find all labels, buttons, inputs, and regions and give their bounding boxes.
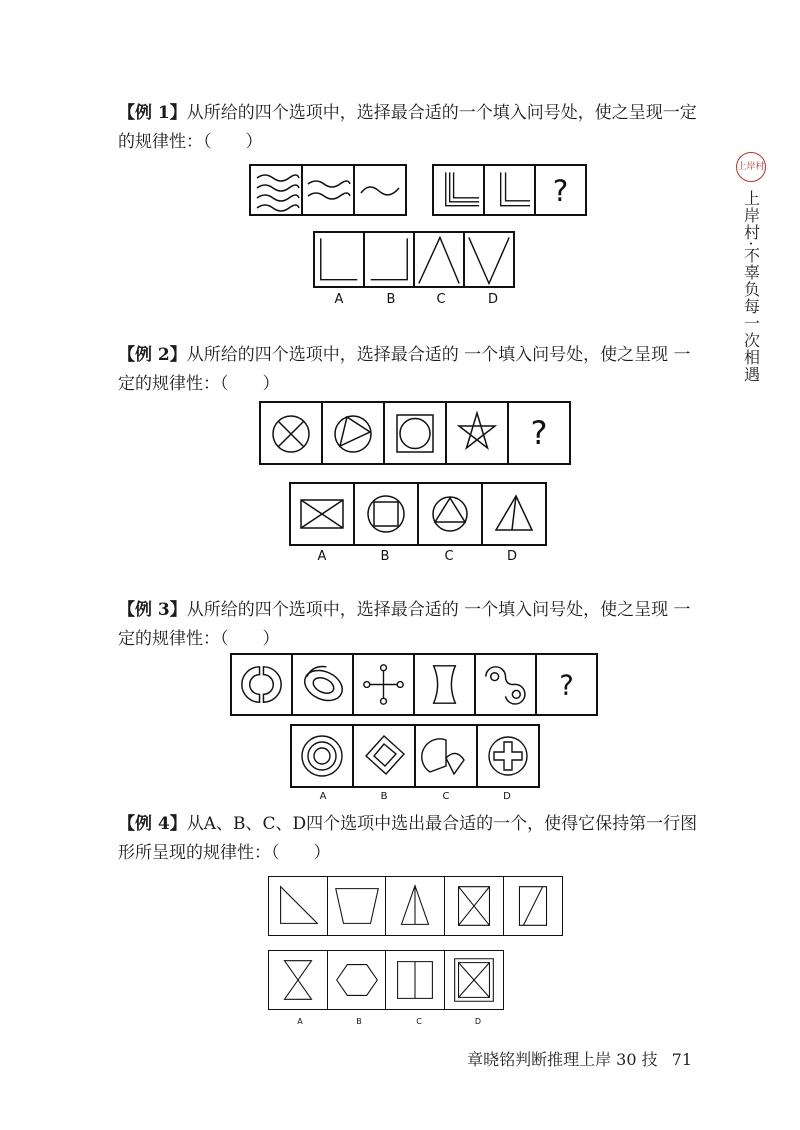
option-label-d: D [474, 1017, 482, 1026]
option-label-d: D [506, 549, 517, 564]
page-footer [467, 1047, 692, 1070]
q3-options [290, 724, 540, 788]
option-label-c: C [436, 292, 446, 307]
q3-stem-2 [291, 653, 354, 716]
seal-logo: 上岸村 [736, 152, 766, 182]
q3-stem-1 [230, 653, 293, 716]
side-banner [736, 152, 766, 383]
q4-stem-5 [503, 876, 563, 936]
q4-options [268, 950, 504, 1010]
option-label-c: C [444, 549, 454, 564]
option-label-b: B [356, 1017, 362, 1026]
book-title: 章晓铭判断推理上岸 30 技 [467, 1050, 658, 1069]
q3-option-b[interactable] [352, 724, 416, 788]
question-text: 从所给的四个选项中，选择最合适的一个填入问号处，使之呈现一定的规律性：（ ） [118, 103, 697, 152]
question-mark: ? [552, 173, 569, 208]
question-label: 【例 2】 [118, 345, 187, 365]
option-label-a: A [319, 791, 327, 802]
q3-option-c[interactable] [414, 724, 478, 788]
q3-stem-5 [474, 653, 537, 716]
q3-stem-3 [352, 653, 415, 716]
question-text: 从A、B、C、D四个选项中选出最合适的一个，使得它保持第一行图形所呈现的规律性：（ ） [118, 814, 698, 863]
q1-question-cell [534, 164, 587, 216]
q1-option-c[interactable] [413, 231, 465, 288]
option-label-c: C [416, 1017, 422, 1026]
option-label-c: C [442, 791, 450, 802]
q4-option-c[interactable] [385, 950, 445, 1010]
q3-question-cell [535, 653, 598, 716]
option-label-d: D [503, 791, 511, 802]
question-4 [118, 810, 698, 868]
option-label-a: A [317, 549, 327, 564]
question-mark: ? [530, 414, 548, 452]
q2-question-cell [507, 401, 571, 465]
option-label-a: A [334, 292, 344, 307]
q1-option-b[interactable] [363, 231, 415, 288]
q4-stem-4 [444, 876, 504, 936]
q3-stem-4 [413, 653, 476, 716]
page-number: 71 [671, 1050, 692, 1069]
q4-option-d[interactable] [444, 950, 504, 1010]
q4-stem [268, 876, 563, 936]
q2-stem-3 [383, 401, 447, 465]
q4-stem-2 [327, 876, 387, 936]
question-3 [118, 596, 698, 654]
q4-stem-3 [385, 876, 445, 936]
q3-option-a[interactable] [290, 724, 354, 788]
q2-stem [259, 401, 571, 465]
q1-stem-1 [249, 164, 303, 216]
question-label: 【例 4】 [118, 814, 187, 834]
q1-stem-4 [432, 164, 485, 216]
q1-option-a[interactable] [313, 231, 365, 288]
q2-option-d[interactable] [481, 482, 547, 546]
question-text: 从所给的四个选项中，选择最合适的 一个填入问号处，使之呈现 一定的规律性：（ ） [118, 600, 691, 649]
q1-stem-left [249, 164, 407, 216]
q2-stem-1 [259, 401, 323, 465]
q2-stem-2 [321, 401, 385, 465]
question-mark: ? [559, 669, 574, 702]
question-label: 【例 1】 [118, 103, 187, 123]
q4-option-a[interactable] [268, 950, 328, 1010]
q1-option-d[interactable] [463, 231, 515, 288]
q3-option-d[interactable] [476, 724, 540, 788]
q2-stem-4 [445, 401, 509, 465]
question-label: 【例 3】 [118, 600, 187, 620]
question-2 [118, 341, 698, 399]
q1-stem-2 [301, 164, 355, 216]
option-label-b: B [380, 791, 388, 802]
q4-option-b[interactable] [327, 950, 387, 1010]
option-label-b: B [386, 292, 396, 307]
q2-option-c[interactable] [417, 482, 483, 546]
q1-options [313, 231, 515, 288]
option-label-a: A [297, 1017, 303, 1026]
q2-option-b[interactable] [353, 482, 419, 546]
q1-stem-right [432, 164, 587, 216]
q1-stem-3 [353, 164, 407, 216]
option-label-d: D [487, 292, 498, 307]
option-label-b: B [380, 549, 390, 564]
side-vertical-text: 上岸村·不辜负每一次相遇 [741, 190, 761, 384]
question-1 [118, 99, 698, 157]
q3-stem [230, 653, 598, 716]
q1-stem-5 [483, 164, 536, 216]
question-text: 从所给的四个选项中，选择最合适的 一个填入问号处，使之呈现 一定的规律性：（ ） [118, 345, 691, 394]
q2-option-a[interactable] [289, 482, 355, 546]
q2-options [289, 482, 547, 546]
q4-stem-1 [268, 876, 328, 936]
